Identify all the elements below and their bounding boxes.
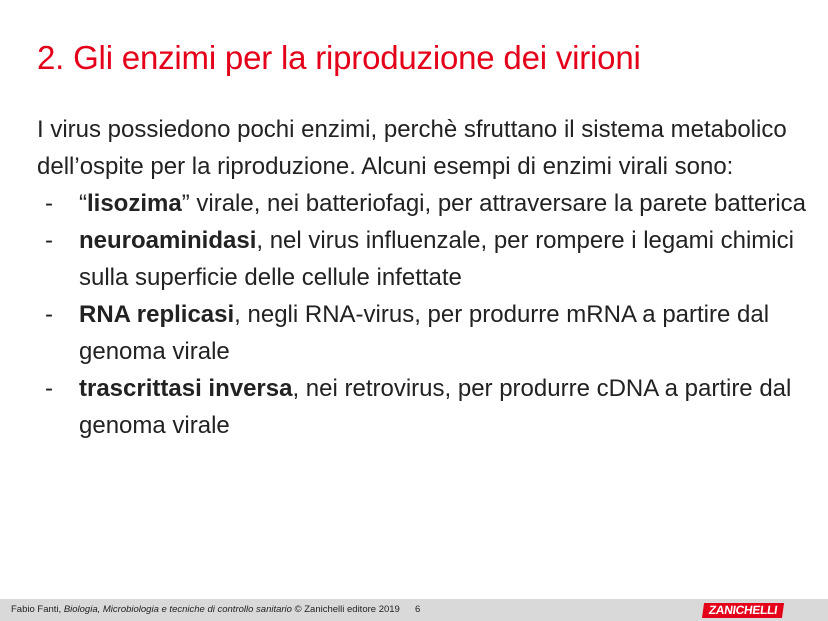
list-item-rna-replicasi bbox=[37, 296, 807, 370]
intro-paragraph: I virus possiedono pochi enzimi, perchè sfruttano il sistema metabolico dell’ospite per la riproduzione. Alcuni esempi di enzimi virali sono: bbox=[37, 116, 787, 180]
bullet-term: trascrittasi inversa bbox=[79, 375, 293, 402]
bullet-text: , nel virus influenzale, per rompere i legami chimici sulla superficie delle cellule infettate bbox=[79, 227, 794, 291]
bullet-dash: - bbox=[45, 301, 53, 328]
list-item-trascrittasi-inversa bbox=[37, 370, 807, 444]
bullet-dash: - bbox=[45, 227, 53, 254]
zanichelli-logo: ZANICHELLI bbox=[702, 603, 784, 618]
bullet-term: neuroaminidasi bbox=[79, 227, 257, 254]
footer-author: Fabio Fanti, bbox=[11, 604, 62, 615]
footer-book-title: Biologia, Microbiologia e tecniche di controllo sanitario bbox=[63, 604, 292, 615]
bullet-term: RNA replicasi bbox=[79, 301, 235, 328]
list-item-neuroaminidasi bbox=[37, 222, 807, 296]
slide-title: 2. Gli enzimi per la riproduzione dei virioni bbox=[37, 39, 641, 76]
footer-copyright: © Zanichelli editore 2019 bbox=[294, 604, 400, 615]
bullet-dash: - bbox=[45, 190, 53, 217]
footer-credit bbox=[11, 604, 400, 616]
slide-body bbox=[37, 111, 807, 444]
bullet-dash: - bbox=[45, 375, 53, 402]
bullet-text: , negli RNA-virus, per produrre mRNA a partire dal genoma virale bbox=[79, 301, 770, 365]
bullet-text: ” virale, nei batteriofagi, per attraversare la parete batterica bbox=[181, 190, 807, 217]
page-number: 6 bbox=[415, 604, 421, 615]
bullet-term: lisozima bbox=[87, 190, 182, 217]
bullet-prefix: “ bbox=[79, 190, 87, 217]
bullet-text: , nei retrovirus, per produrre cDNA a partire dal genoma virale bbox=[79, 375, 792, 439]
enzyme-list bbox=[37, 185, 807, 444]
list-item-lisozima bbox=[37, 185, 807, 222]
